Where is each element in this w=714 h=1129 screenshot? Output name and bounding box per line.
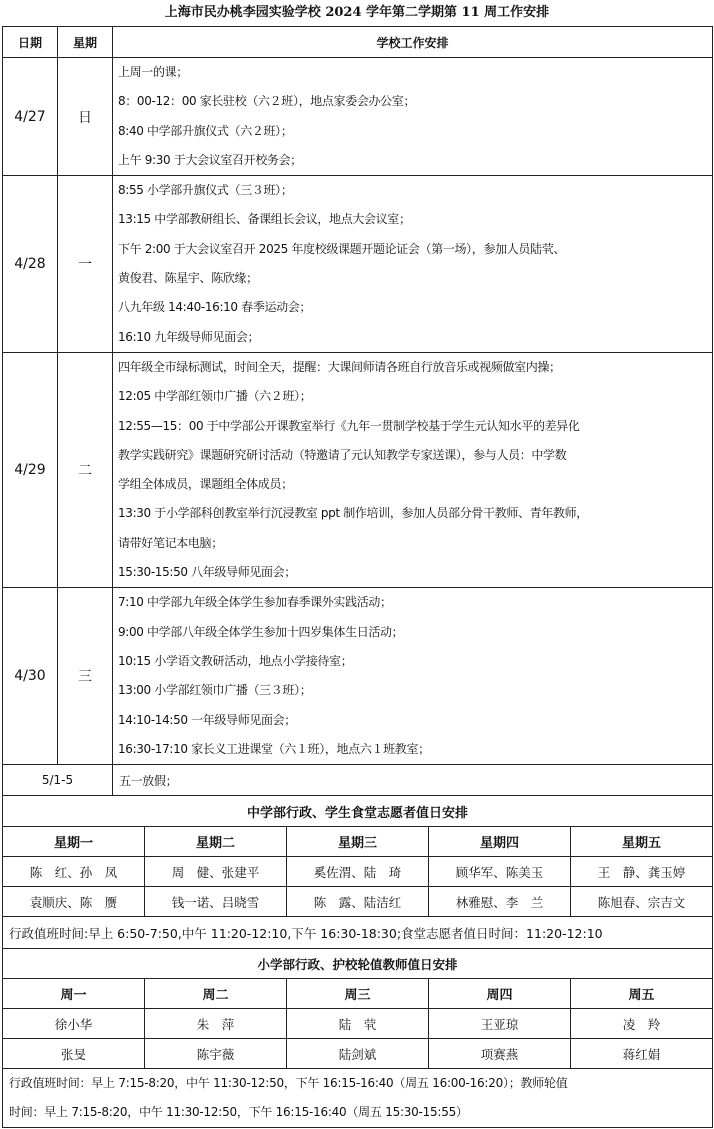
duty-names: 奚佐渭、陆 琦 bbox=[287, 857, 429, 887]
primary-weekday-thu: 周四 bbox=[429, 979, 571, 1009]
schedule-item: 16:30-17:10 家长义工进课堂（六１班），地点六１班教室； bbox=[118, 741, 430, 756]
schedule-item: 9:00 中学部八年级全体学生参加十四岁集体生日活动； bbox=[118, 624, 404, 639]
schedule-item: 八九年级 14:40-16:10 春季运动会； bbox=[118, 300, 312, 315]
day-items bbox=[113, 352, 713, 587]
duty-names: 顾华军、陈美玉 bbox=[429, 857, 571, 887]
day-weekday: 三 bbox=[58, 588, 113, 765]
schedule-item: 14:10-14:50 一年级导师见面会； bbox=[118, 712, 296, 727]
schedule-item: 黄俊君、陈星宇、陈欣缘； bbox=[118, 271, 258, 286]
duty-names: 蒋红娟 bbox=[571, 1039, 713, 1069]
duty-names: 陈 露、陆洁红 bbox=[287, 887, 429, 917]
duty-names: 张旻 bbox=[3, 1039, 145, 1069]
duty-names: 陆 茕 bbox=[287, 1009, 429, 1039]
middle-weekday-mon: 星期一 bbox=[3, 827, 145, 857]
duty-names: 陈宇薇 bbox=[145, 1039, 287, 1069]
schedule-item: 13:30 于小学部科创教室举行沉浸教室 ppt 制作培训，参加人员部分骨干教师、青年教师， bbox=[118, 506, 588, 521]
duty-names: 钱一诺、吕晓雪 bbox=[145, 887, 287, 917]
day-weekday: 日 bbox=[58, 58, 113, 176]
schedule-item: 12:05 中学部红领巾广播（六２班）； bbox=[118, 389, 312, 404]
primary-note-line: 行政值班时间：早上 7:15-8:20，中午 11:30-12:50，下午 16:15-16:40（周五 16:00-16:20）；教师轮值 bbox=[9, 1076, 568, 1091]
schedule-item: 13:15 中学部教研组长、备课组长会议，地点大会议室； bbox=[118, 212, 411, 227]
weekly-schedule-table bbox=[2, 26, 713, 827]
middle-duty-heading: 中学部行政、学生食堂志愿者值日安排 bbox=[3, 796, 713, 827]
header-work: 学校工作安排 bbox=[113, 27, 713, 58]
middle-heading-row bbox=[3, 796, 713, 827]
duty-names: 徐小华 bbox=[3, 1009, 145, 1039]
header-date: 日期 bbox=[3, 27, 58, 58]
duty-names: 陈旭春、宗吉文 bbox=[571, 887, 713, 917]
primary-note-row bbox=[3, 1069, 713, 1128]
duty-names: 项赛燕 bbox=[429, 1039, 571, 1069]
primary-note-line: 时间：早上 7:15-8:20，中午 11:30-12:50，下午 16:15-16:40（周五 15:30-15:55） bbox=[9, 1105, 468, 1120]
duty-names: 朱 萍 bbox=[145, 1009, 287, 1039]
duty-names: 陆剑斌 bbox=[287, 1039, 429, 1069]
middle-weekday-wed: 星期三 bbox=[287, 827, 429, 857]
schedule-item: 8:55 小学部升旗仪式（三３班）； bbox=[118, 183, 293, 198]
duty-names: 林雅慰、李 兰 bbox=[429, 887, 571, 917]
primary-weekday-mon: 周一 bbox=[3, 979, 145, 1009]
day-row-0430 bbox=[3, 588, 713, 765]
middle-note-row bbox=[3, 917, 713, 949]
schedule-item: 13:00 小学部红领巾广播（三３班）； bbox=[118, 683, 312, 698]
day-row-0429 bbox=[3, 352, 713, 587]
primary-heading-row bbox=[3, 949, 713, 979]
primary-duty-row bbox=[3, 1009, 713, 1039]
duty-names: 陈 红、孙 凤 bbox=[3, 857, 145, 887]
schedule-item: 15:30-15:50 八年级导师见面会； bbox=[118, 565, 296, 580]
holiday-row bbox=[3, 765, 713, 796]
primary-weekday-tue: 周二 bbox=[145, 979, 287, 1009]
middle-weekday-row bbox=[3, 827, 713, 857]
page-title: 上海市民办桃李园实验学校 2024 学年第二学期第 11 周工作安排 bbox=[164, 5, 550, 20]
primary-weekday-row bbox=[3, 979, 713, 1009]
day-items bbox=[113, 176, 713, 353]
primary-duty-note bbox=[3, 1069, 713, 1128]
schedule-item: 请带好笔记本电脑； bbox=[118, 535, 223, 550]
schedule-item: 8:40 中学部升旗仪式（六２班）； bbox=[118, 123, 293, 138]
schedule-item: 教学实践研究》课题研究研讨活动（特邀请了元认知教学专家送课），参与人员：中学数 bbox=[118, 447, 567, 462]
duty-names: 王亚琼 bbox=[429, 1009, 571, 1039]
day-items bbox=[113, 58, 713, 176]
schedule-item: 四年级全市绿标测试，时间全天，提醒：大课间师请各班自行放音乐或视频做室内操； bbox=[118, 359, 561, 374]
schedule-item: 8：00-12：00 家长驻校（六２班），地点家委会办公室； bbox=[118, 94, 416, 109]
schedule-item: 上周一的课； bbox=[118, 65, 188, 79]
schedule-item: 7:10 中学部九年级全体学生参加春季课外实践活动； bbox=[118, 595, 392, 610]
middle-duty-row bbox=[3, 887, 713, 917]
duty-names: 凌 羚 bbox=[571, 1009, 713, 1039]
day-weekday: 一 bbox=[58, 176, 113, 353]
duty-names: 周 健、张建平 bbox=[145, 857, 287, 887]
primary-duty-heading: 小学部行政、护校轮值教师值日安排 bbox=[3, 949, 713, 979]
schedule-item: 16:10 九年级导师见面会； bbox=[118, 329, 260, 344]
primary-duty-row bbox=[3, 1039, 713, 1069]
day-date: 4/30 bbox=[3, 588, 58, 765]
middle-weekday-thu: 星期四 bbox=[429, 827, 571, 857]
day-weekday: 二 bbox=[58, 352, 113, 587]
duty-names: 王 静、龚玉婷 bbox=[571, 857, 713, 887]
middle-duty-note: 行政值班时间:早上 6:50-7:50,中午 11:20-12:10,下午 16:30-18:30;食堂志愿者值日时间：11:20-12:10 bbox=[3, 917, 713, 949]
day-date: 4/28 bbox=[3, 176, 58, 353]
day-items bbox=[113, 588, 713, 765]
duty-names: 袁顺庆、陈 赝 bbox=[3, 887, 145, 917]
day-row-0427 bbox=[3, 58, 713, 176]
schedule-item: 上午 9:30 于大会议室召开校务会； bbox=[118, 152, 302, 167]
day-row-0428 bbox=[3, 176, 713, 353]
holiday-date: 5/1-5 bbox=[3, 765, 113, 796]
middle-weekday-fri: 星期五 bbox=[571, 827, 713, 857]
schedule-item: 下午 2:00 于大会议室召开 2025 年度校级课题开题论证会（第一场），参加人员陆茕、 bbox=[118, 241, 565, 256]
primary-weekday-fri: 周五 bbox=[571, 979, 713, 1009]
schedule-item: 10:15 小学语文教研活动，地点小学接待室； bbox=[118, 653, 353, 668]
holiday-text: 五一放假； bbox=[113, 765, 713, 796]
primary-weekday-wed: 周三 bbox=[287, 979, 429, 1009]
schedule-item: 12:55—15：00 于中学部公开课教室举行《九年一贯制学校基于学生元认知水平的差异化 bbox=[118, 418, 580, 433]
middle-weekday-tue: 星期二 bbox=[145, 827, 287, 857]
day-date: 4/29 bbox=[3, 352, 58, 587]
middle-duty-row bbox=[3, 857, 713, 887]
schedule-item: 学组全体成员，课题组全体成员； bbox=[118, 477, 293, 492]
schedule-header-row bbox=[3, 27, 713, 58]
header-weekday: 星期 bbox=[58, 27, 113, 58]
middle-duty-table bbox=[2, 826, 713, 1128]
day-date: 4/27 bbox=[3, 58, 58, 176]
